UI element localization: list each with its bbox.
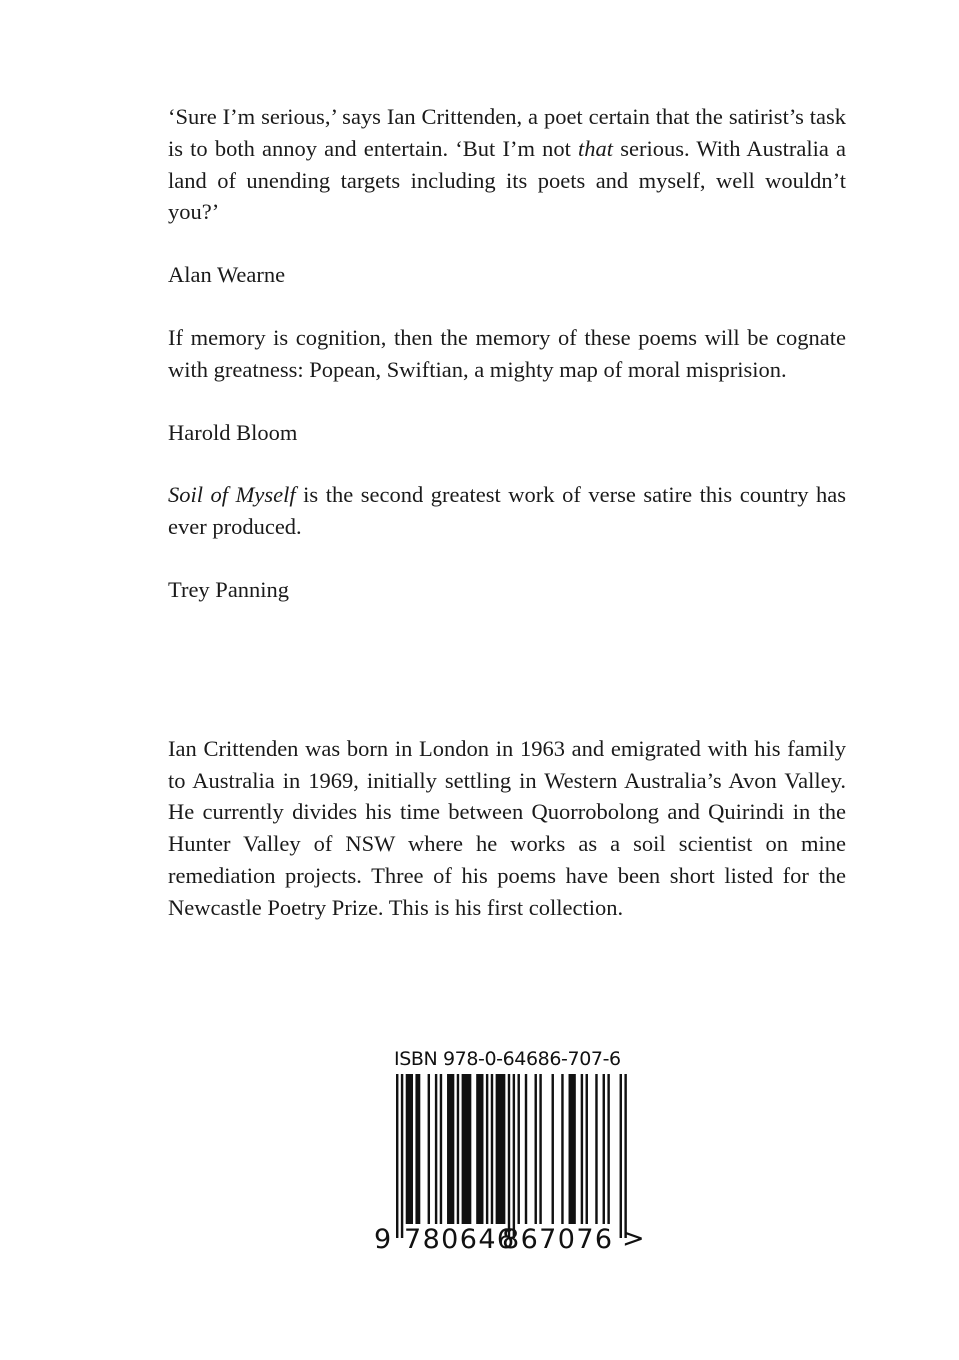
blurb-attribution-2: Harold Bloom <box>168 419 298 445</box>
barcode-bar <box>415 1074 420 1224</box>
book-title-italic: Soil of Myself <box>168 482 296 508</box>
barcode-bar <box>525 1074 527 1224</box>
barcode-bar <box>581 1074 583 1224</box>
blurb-3-text: is the second greatest work of verse satire this country has ever produced. <box>168 482 846 540</box>
back-cover-text <box>168 101 846 924</box>
barcode-bar <box>569 1074 576 1224</box>
barcode-bar <box>435 1074 437 1224</box>
barcode-guard-bar <box>401 1074 403 1238</box>
barcode-left-digits: 780646 <box>404 1224 516 1255</box>
barcode-bar <box>586 1074 588 1224</box>
barcode-bar <box>496 1074 506 1224</box>
barcode-guard-bar <box>620 1074 622 1238</box>
author-bio: Ian Crittenden was born in London in 1963 and emigrated with his family to Australia in 1969, initially settling in Western Australia’s Avon Valley. He currently divides his time between Quorrobolong and Quirindi in the Hunter Valley of NSW where he works as a soil scientist on mine remediation projects. Three of his poems have been short listed for the Newcastle Poetry Prize. This is his first collection. <box>168 735 846 920</box>
barcode-bar <box>603 1074 605 1224</box>
blurb-1-text-a: ‘Sure I’m serious,’ says Ian Crittenden, a poet certain that the satirist’s task is to both annoy and entertain. ‘But I’m not <box>168 104 846 161</box>
blurb-quote-2 <box>168 322 846 386</box>
barcode-bar <box>535 1074 537 1224</box>
barcode-bar <box>428 1074 430 1224</box>
barcode-guard-bar <box>396 1074 398 1238</box>
blurb-quote-1 <box>168 101 846 228</box>
blurb-attribution-3: Trey Panning <box>168 576 290 602</box>
blurb-1-emphasis: that <box>578 135 614 161</box>
barcode-guard-bar <box>508 1074 510 1238</box>
barcode-quiet-zone-mark: > <box>622 1223 645 1254</box>
barcode-right-digits: 867076 <box>502 1224 614 1255</box>
blurb-1-text-b: serious. With Australia a land of unending targets including its poets and myself, well wouldn’t you?’ <box>168 135 846 225</box>
barcode-bar <box>561 1074 563 1224</box>
barcode-bar <box>457 1074 459 1224</box>
barcode-lead-digit: 9 <box>374 1224 392 1255</box>
blurb-quote-3 <box>168 479 846 543</box>
barcode-bar <box>539 1074 541 1224</box>
barcode-bar <box>491 1074 493 1224</box>
barcode-bar <box>406 1074 413 1224</box>
barcode-bar <box>595 1074 597 1224</box>
barcode-bar <box>552 1074 554 1224</box>
barcode-bar <box>447 1074 454 1224</box>
barcode-bar <box>518 1074 520 1224</box>
isbn-barcode <box>372 1048 644 1258</box>
barcode-bar <box>462 1074 472 1224</box>
isbn-label: ISBN 978-0-64686-707-6 <box>394 1048 621 1070</box>
barcode-guard-bar <box>513 1074 515 1238</box>
barcode-bar <box>476 1074 483 1224</box>
barcode-bar <box>486 1074 488 1224</box>
barcode-guard-bar <box>624 1074 626 1238</box>
blurb-2-text: If memory is cognition, then the memory of these poems will be cognate with greatness: Popean, Swiftian, a mighty map of moral misprision. <box>168 324 846 382</box>
barcode-bar <box>607 1074 609 1224</box>
blurb-attribution-1: Alan Wearne <box>168 262 286 288</box>
barcode-bar <box>440 1074 442 1224</box>
